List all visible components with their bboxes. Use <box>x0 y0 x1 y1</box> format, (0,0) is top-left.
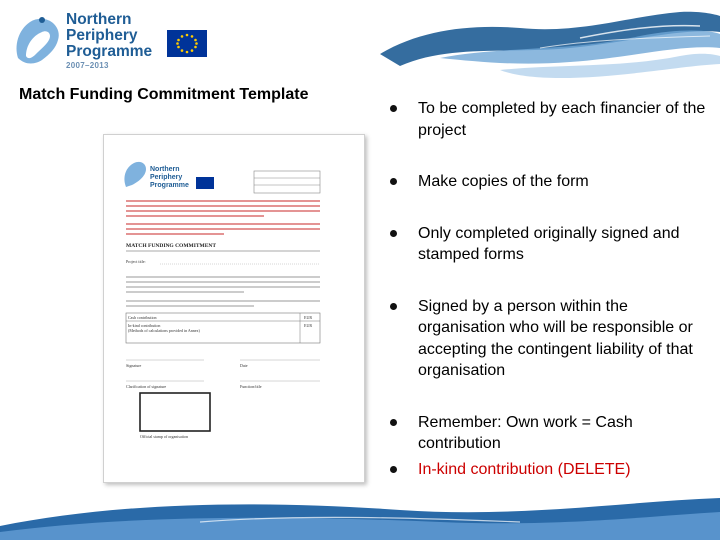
bullet-text: Only completed originally signed and stamped forms <box>418 224 680 263</box>
doc-field-label: Project title: <box>126 259 146 264</box>
bullet-icon <box>390 303 397 310</box>
doc-field-label: In-kind contribution <box>128 323 161 328</box>
doc-logo-line: Northern <box>150 166 180 173</box>
doc-field-label: Function/title <box>240 384 262 389</box>
logo-line: Northern <box>66 11 132 28</box>
bullet-item <box>388 223 708 266</box>
logo-line: Periphery <box>66 27 138 44</box>
doc-currency: EUR <box>304 323 312 328</box>
form-thumbnail <box>103 134 365 483</box>
bullet-item <box>388 171 708 193</box>
doc-currency: EUR <box>304 315 312 320</box>
eu-flag-icon <box>167 30 207 57</box>
bullet-text: To be completed by each financier of the project <box>418 100 706 139</box>
header-wave-decoration-icon <box>380 8 720 88</box>
doc-field-label: Official stamp of organisation <box>140 434 188 439</box>
logo-years: 2007–2013 <box>66 61 109 70</box>
doc-field-label: Cash contribution <box>128 315 157 320</box>
bullet-item-highlighted <box>388 459 708 481</box>
doc-logo-line: Periphery <box>150 174 183 181</box>
bullet-item <box>388 412 708 455</box>
bullet-item <box>388 296 708 382</box>
slide-title: Match Funding Commitment Template <box>19 86 309 103</box>
bullet-item <box>388 98 708 141</box>
bullet-text: Signed by a person within the organisation who will be responsible or accepting the contingent liability of that organisation <box>418 297 693 379</box>
bullet-icon <box>390 178 397 185</box>
bullet-icon <box>390 230 397 237</box>
bullet-text: Remember: Own work = Cash contribution <box>418 413 633 452</box>
bullet-text: Make copies of the form <box>418 173 589 190</box>
doc-heading: MATCH FUNDING COMMITMENT <box>126 243 217 249</box>
logo-line: Programme <box>66 43 153 60</box>
logo-text <box>66 12 152 60</box>
footer-wave-decoration-icon <box>0 496 720 540</box>
doc-logo-line: Programme <box>150 182 189 189</box>
bullet-icon <box>390 466 397 473</box>
doc-field-label: Date <box>240 363 248 368</box>
form-thumbnail-drawing <box>104 135 364 482</box>
bullet-text: In-kind contribution (DELETE) <box>418 460 631 478</box>
bullet-icon <box>390 105 397 112</box>
doc-field-label: Clarification of signature <box>126 384 167 389</box>
bullet-list <box>388 98 708 480</box>
bullet-icon <box>390 419 397 426</box>
doc-field-label: Signature <box>126 363 142 368</box>
doc-field-label: (Methods of calculations provided in Annex) <box>128 328 200 333</box>
